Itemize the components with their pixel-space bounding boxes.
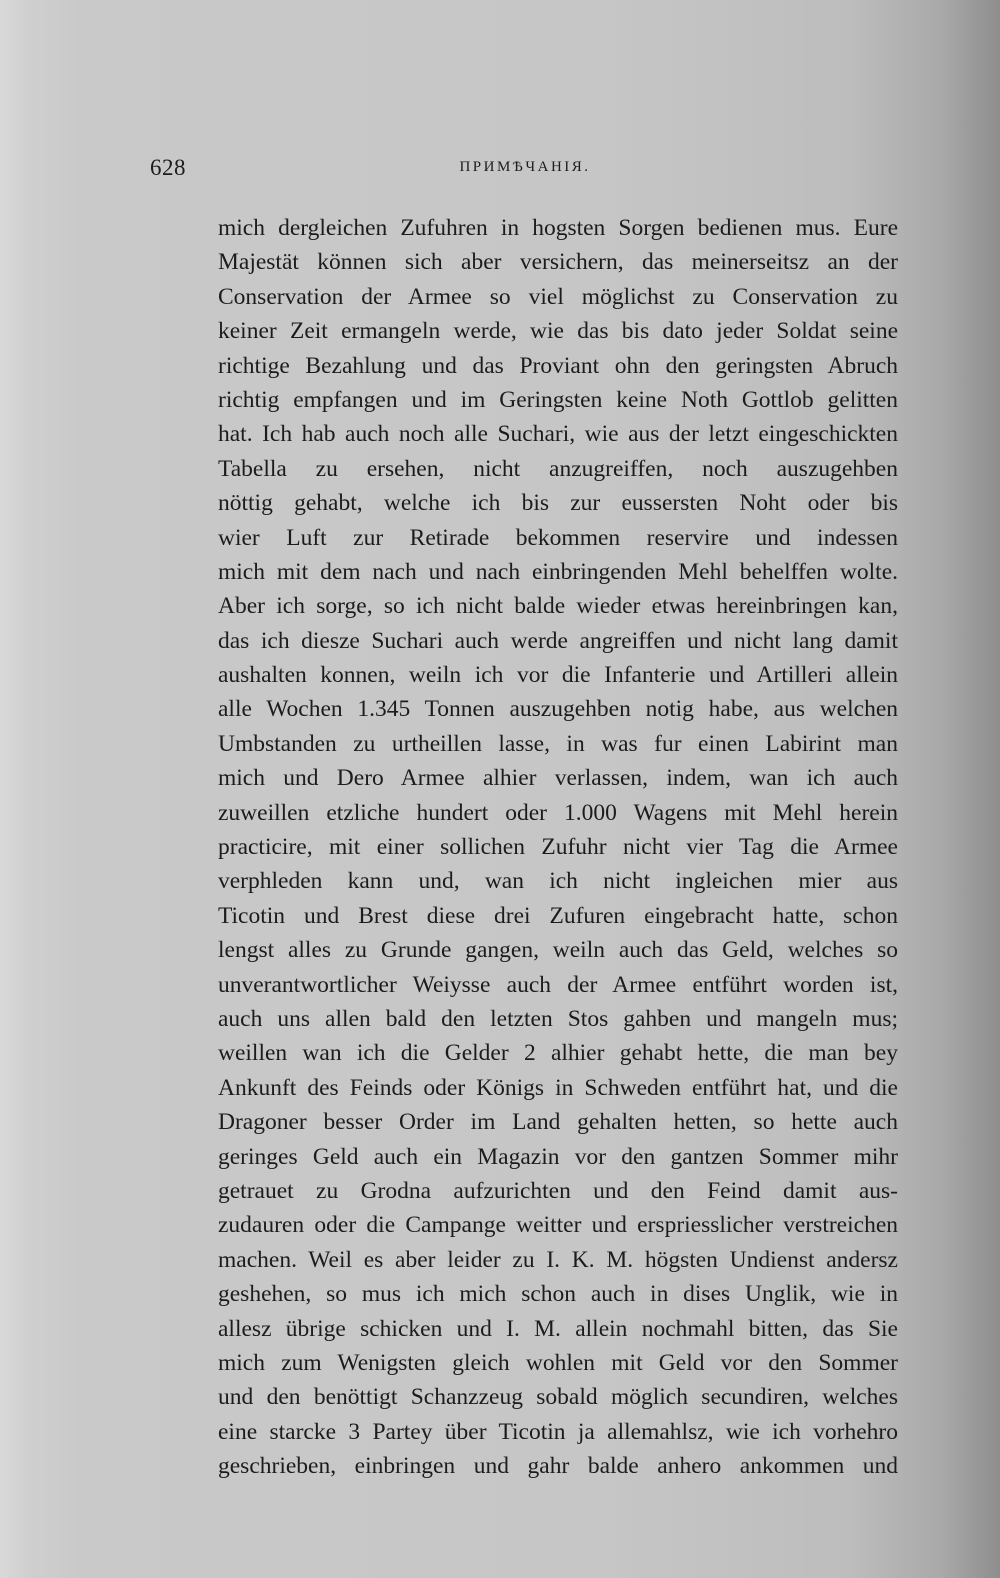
text-line: das ich diesze Suchari auch werde angreiffen und nicht lang damit xyxy=(218,627,898,654)
text-line: mich zum Wenigsten gleich wohlen mit Geld vor den Sommer xyxy=(218,1349,898,1376)
text-line: mich dergleichen Zufuhren in hogsten Sorgen bedienen mus. Eure xyxy=(218,215,898,241)
page-number: 628 xyxy=(150,155,186,180)
text-line: unverantwortlicher Weiysse auch der Armee entführt worden ist, xyxy=(218,971,898,998)
text-line: Umbstanden zu urtheillen lasse, in was fur einen Labirint man xyxy=(218,730,898,757)
text-line: geringes Geld auch ein Magazin vor den gantzen Sommer mihr xyxy=(218,1143,898,1170)
text-line: practicire, mit einer sollichen Zufuhr nicht vier Tag die Armee xyxy=(218,834,898,861)
text-line: lengst alles zu Grunde gangen, weiln auch das Geld, welches so xyxy=(218,937,898,964)
text-line: nöttig gehabt, welche ich bis zur eussersten Noht oder bis xyxy=(218,490,898,517)
text-line: Dragoner besser Order im Land gehalten hetten, so hette auch xyxy=(218,1109,898,1136)
text-line: mich mit dem nach und nach einbringenden Mehl behelffen wolte. xyxy=(218,558,898,585)
running-title: ПРИМѢЧАНIЯ. xyxy=(459,159,591,175)
body-text xyxy=(218,211,898,1483)
text-line: zudauren oder die Campange weitter und erspriesslicher verstreichen xyxy=(218,1212,898,1239)
text-line: mich und Dero Armee alhier verlassen, indem, wan ich auch xyxy=(218,765,898,792)
text-line: Majestät können sich aber versichern, das meinerseitsz an der xyxy=(218,249,898,276)
text-line: weillen wan ich die Gelder 2 alhier gehabt hette, die man bey xyxy=(218,1040,898,1067)
text-line: richtige Bezahlung und das Proviant ohn den geringsten Abruch xyxy=(218,352,898,379)
text-line: Ticotin und Brest diese drei Zufuren eingebracht hatte, schon xyxy=(218,902,898,929)
text-line: keiner Zeit ermangeln werde, wie das bis dato jeder Soldat seine xyxy=(218,318,898,345)
text-line: allesz übrige schicken und I. M. allein nochmahl bitten, das Sie xyxy=(218,1315,898,1342)
text-line: getrauet zu Grodna aufzurichten und den Feind damit aus- xyxy=(218,1177,898,1204)
text-line: verphleden kann und, wan ich nicht ingleichen mier aus xyxy=(218,868,898,895)
text-line: geshehen, so mus ich mich schon auch in dises Unglik, wie in xyxy=(218,1281,898,1308)
text-line: richtig empfangen und im Geringsten keine Noth Gottlob gelitten xyxy=(218,386,898,413)
text-line: geschrieben, einbringen und gahr balde anhero ankommen und xyxy=(218,1453,898,1480)
text-line: Ankunft des Feinds oder Königs in Schweden entführt hat, und die xyxy=(218,1074,898,1101)
text-line: Conservation der Armee so viel möglichst zu Conservation zu xyxy=(218,283,898,310)
text-line: hat. Ich hab auch noch alle Suchari, wie aus der letzt eingeschickten xyxy=(218,421,898,448)
text-line: wier Luft zur Retirade bekommen reservire und indessen xyxy=(218,524,898,551)
text-line: machen. Weil es aber leider zu I. K. M. högsten Undienst andersz xyxy=(218,1246,898,1273)
text-line: eine starcke 3 Partey über Ticotin ja allemahlsz, wie ich vorhehro xyxy=(218,1418,898,1445)
text-line: alle Wochen 1.345 Tonnen auszugehben notig habe, aus welchen xyxy=(218,696,898,723)
text-line: auch uns allen bald den letzten Stos gahben und mangeln mus; xyxy=(218,1005,898,1032)
text-line: zuweillen etzliche hundert oder 1.000 Wagens mit Mehl herein xyxy=(218,799,898,826)
page-header xyxy=(150,155,900,185)
text-line: Tabella zu ersehen, nicht anzugreiffen, noch auszugehben xyxy=(218,455,898,482)
text-line: Aber ich sorge, so ich nicht balde wieder etwas hereinbringen kan, xyxy=(218,593,898,620)
text-line: aushalten konnen, weiln ich vor die Infanterie und Artilleri allein xyxy=(218,662,898,689)
text-line: und den benöttigt Schanzzeug sobald möglich secundiren, welches xyxy=(218,1384,898,1411)
